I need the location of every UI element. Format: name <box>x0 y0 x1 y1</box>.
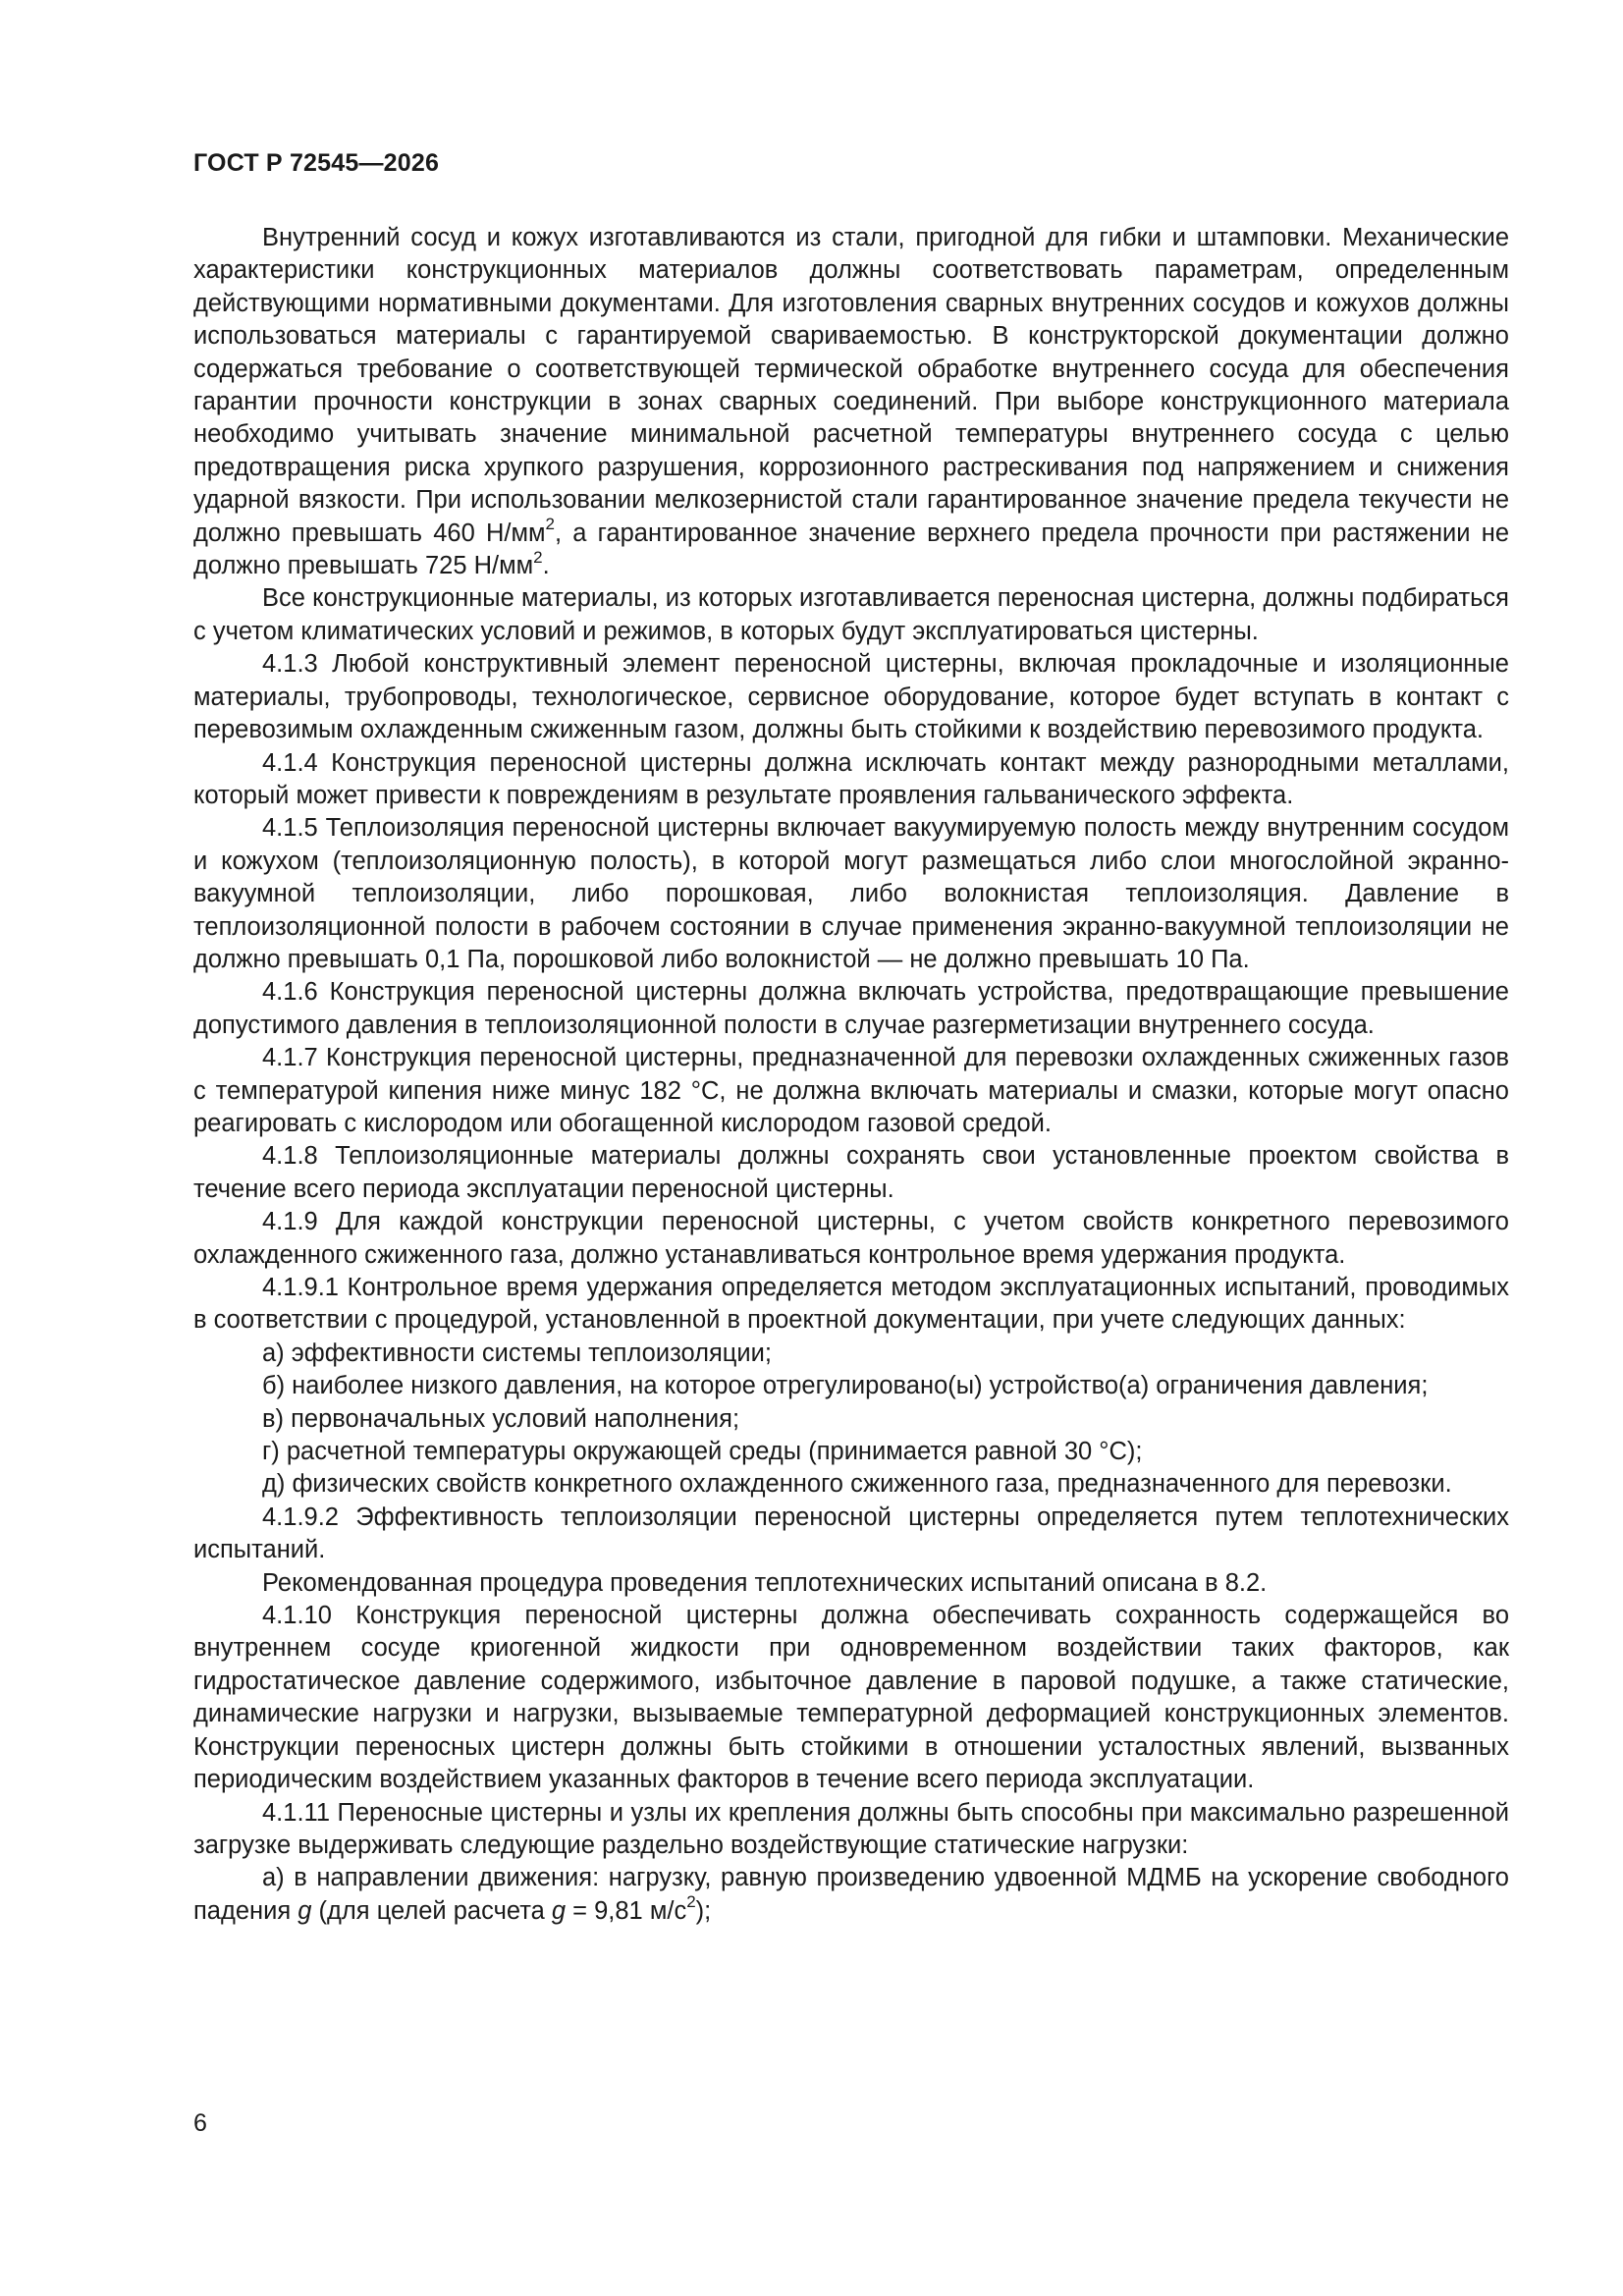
paragraph-4-1-7: 4.1.7 Конструкция переносной цистерны, предназначенной для перевозки охлажденных сжиженных газов с температурой кипения ниже минус 182 °С, не должна включать материалы и смазки, которые могут опасно реагировать с кислородом или обогащенной кислородом газовой средой. <box>193 1044 1509 1137</box>
document-body <box>193 222 1509 1928</box>
list-item-a: а) эффективности системы теплоизоляции; <box>262 1339 772 1367</box>
paragraph-text: ); <box>695 1896 712 1925</box>
document-header: ГОСТ Р 72545—2026 <box>193 149 440 177</box>
variable-g: g <box>551 1896 567 1925</box>
paragraph-4-1-4: 4.1.4 Конструкция переносной цистерны должна исключать контакт между разнородными металлами, который может привести к повреждениям в результате проявления гальванического эффекта. <box>193 748 1509 809</box>
paragraph-text: (для целей расчета <box>311 1896 552 1925</box>
list-item-g: г) расчетной температуры окружающей среды (принимается равной 30 °С); <box>262 1438 1143 1466</box>
paragraph-4-1-10: 4.1.10 Конструкция переносной цистерны должна обеспечивать сохранность содержащейся во внутреннем сосуде криогенной жидкости при одновременном воздействии таких факторов, как гидростатическое давление содержимого, избыточное давление в паровой подушке, а также статические, динамические нагрузки и нагрузки, вызываемые температурной деформацией конструкционных элементов. Конструкции переносных цистерн должны быть стойкими в отношении усталостных явлений, вызванных периодическим воздействием указанных факторов в течение всего периода эксплуатации. <box>193 1602 1509 1794</box>
paragraph-text: = 9,81 м/с <box>566 1896 687 1925</box>
paragraph-4-1-9: 4.1.9 Для каждой конструкции переносной цистерны, с учетом свойств конкретного перевозимого охлажденного сжиженного газа, должно устанавливаться контрольное время удержания продукта. <box>193 1208 1509 1269</box>
list-item-a-direction <box>193 1862 1509 1928</box>
paragraph-4-1-9-2: 4.1.9.2 Эффективность теплоизоляции переносной цистерны определяется путем теплотехнических испытаний. <box>193 1503 1509 1564</box>
list-item-d: д) физических свойств конкретного охлажденного сжиженного газа, предназначенного для перевозки. <box>262 1470 1452 1499</box>
paragraph-text: Внутренний сосуд и кожух изготавливаются из стали, пригодной для гибки и штамповки. Механические характеристики конструкционных материалов должны соответствовать параметрам, определенным действующими нормативными документами. Для изготовления сварных внутренних сосудов и кожухов должны использоваться материалы с гарантируемой свариваемостью. В конструкторской документации должно содержаться требование о соответствующей термической обработке внутреннего сосуда для обеспечения гарантии прочности конструкции в зонах сварных соединений. При выборе конструкционного материала необходимо учитывать значение минимальной расчетной температуры внутреннего сосуда с целью предотвращения риска хрупкого разрушения, коррозионного растрескивания под напряжением и снижения ударной вязкости. При использовании мелкозернистой стали гарантированное значение предела текучести не должно превышать 460 Н/мм <box>193 224 1509 547</box>
paragraph-text: . <box>542 552 550 580</box>
paragraph-steel-materials <box>193 222 1509 582</box>
paragraph-climate: Все конструкционные материалы, из которых изготавливается переносная цистерна, должны подбираться с учетом климатических условий и режимов, в которых будут эксплуатироваться цистерны. <box>193 584 1509 645</box>
paragraph-4-1-6: 4.1.6 Конструкция переносной цистерны должна включать устройства, предотвращающие превышение допустимого давления в теплоизоляционной полости в случае разгерметизации внутреннего сосуда. <box>193 978 1509 1039</box>
paragraph-4-1-8: 4.1.8 Теплоизоляционные материалы должны сохранять свои установленные проектом свойства в течение всего периода эксплуатации переносной цистерны. <box>193 1142 1509 1203</box>
paragraph-4-1-5: 4.1.5 Теплоизоляция переносной цистерны включает вакуумируемую полость между внутренним сосудом и кожухом (теплоизоляционную полость), в которой могут размещаться либо слои многослойной экранно-вакуумной теплоизоляции, либо порошковая, либо волокнистая теплоизоляция. Давление в теплоизоляционной полости в рабочем состоянии в случае применения экранно-вакуумной теплоизоляции не должно превышать 0,1 Па, порошковой либо волокнистой — не должно превышать 10 Па. <box>193 814 1509 973</box>
variable-g: g <box>298 1896 312 1925</box>
page-number: 6 <box>193 2109 207 2137</box>
superscript: 2 <box>545 515 555 534</box>
paragraph-recommended-procedure: Рекомендованная процедура проведения теплотехнических испытаний описана в 8.2. <box>262 1568 1268 1597</box>
paragraph-4-1-9-1: 4.1.9.1 Контрольное время удержания определяется методом эксплуатационных испытаний, проводимых в соответствии с процедурой, установленной в проектной документации, при учете следующих данных: <box>193 1274 1509 1335</box>
superscript: 2 <box>533 547 543 567</box>
list-item-v: в) первоначальных условий наполнения; <box>262 1404 740 1433</box>
superscript: 2 <box>686 1892 696 1912</box>
paragraph-text: а) в направлении движения: нагрузку, равную произведению удвоенной МДМБ на ускорение свободного падения <box>193 1864 1509 1925</box>
paragraph-text: , а гарантированное значение верхнего предела прочности при растяжении не должно превышать 725 Н/мм <box>193 519 1509 580</box>
paragraph-4-1-3: 4.1.3 Любой конструктивный элемент переносной цистерны, включая прокладочные и изоляционные материалы, трубопроводы, технологическое, сервисное оборудование, которое будет вступать в контакт с перевозимым охлажденным сжиженным газом, должны быть стойкими к воздействию перевозимого продукта. <box>193 650 1509 744</box>
list-item-b: б) наиболее низкого давления, на которое отрегулировано(ы) устройство(а) ограничения давления; <box>262 1372 1429 1400</box>
paragraph-4-1-11: 4.1.11 Переносные цистерны и узлы их крепления должны быть способны при максимально разрешенной загрузке выдерживать следующие раздельно воздействующие статические нагрузки: <box>193 1798 1509 1859</box>
